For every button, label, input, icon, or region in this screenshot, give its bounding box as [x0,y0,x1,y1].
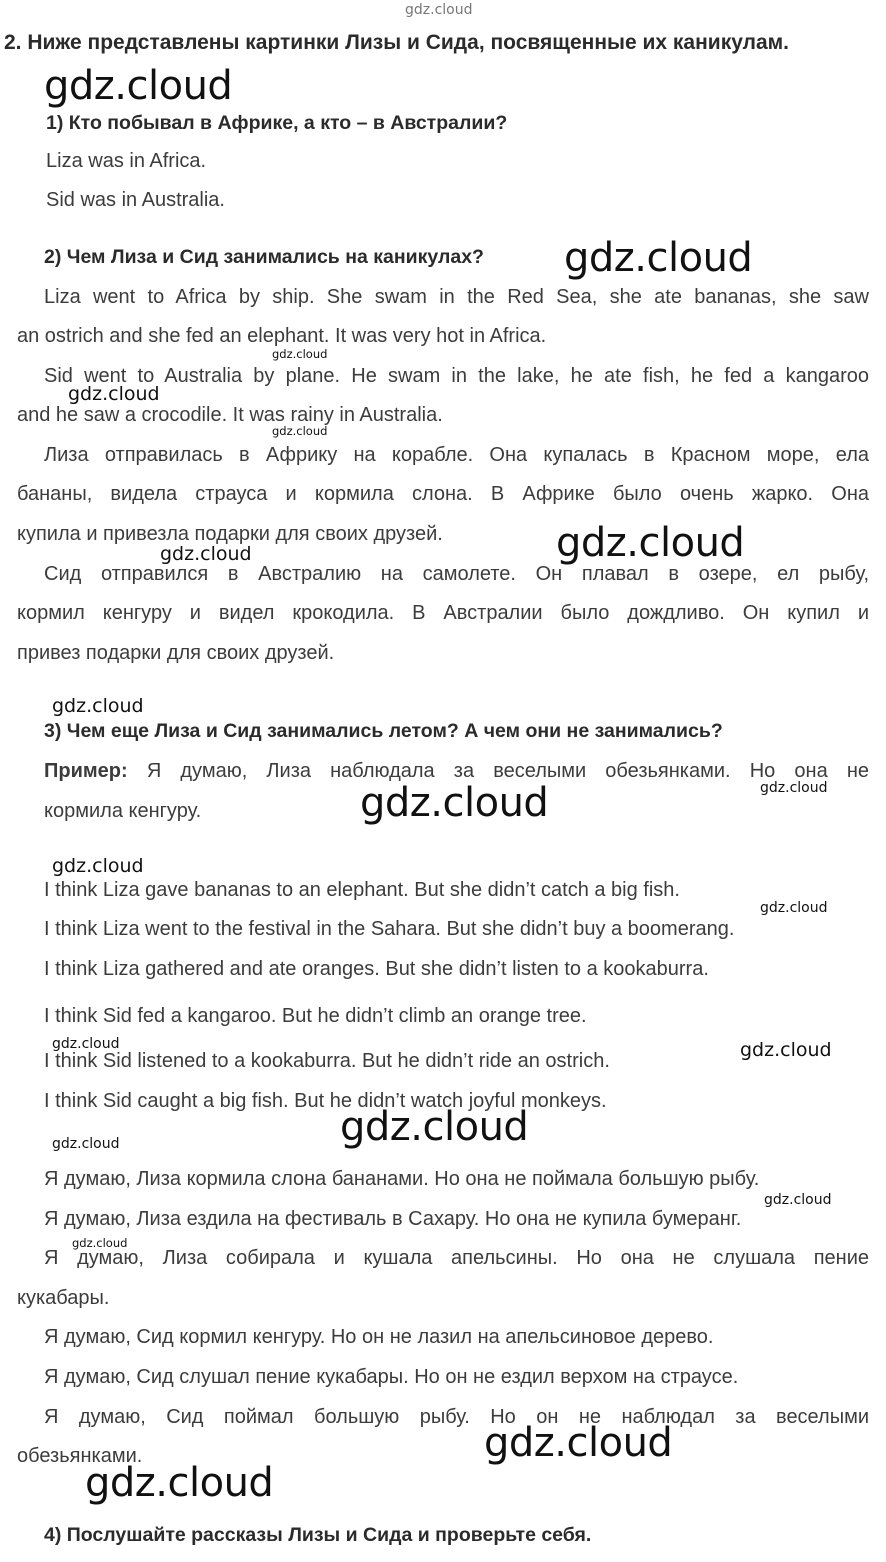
watermark: gdz.cloud [44,63,233,109]
paragraph-line: привез подарки для своих друзей. [17,642,335,664]
paragraph-line: бананы, видела страуса и кормила слона. В Африке было очень жарко. Она [17,483,869,505]
answer-1-line-2: Sid was in Australia. [46,189,225,211]
watermark: gdz.cloud [160,543,252,565]
watermark: gdz.cloud [340,1104,529,1150]
watermark: gdz.cloud [85,1460,274,1506]
paragraph-line: and he saw a crocodile. It was rainy in Australia. [17,404,443,426]
exercise-title: 2. Ниже представлены картинки Лизы и Сида, посвященные их каникулам. [4,31,790,54]
english-sentence: I think Sid listened to a kookaburra. But he didn’t ride an ostrich. [44,1050,610,1072]
watermark: gdz.cloud [360,780,549,826]
english-sentence: I think Liza gathered and ate oranges. But she didn’t listen to a kookaburra. [44,958,709,980]
example-line-2: кормила кенгуру. [44,800,202,822]
watermark: gdz.cloud [72,1236,128,1250]
russian-sentence: кукабары. [17,1287,110,1309]
question-3-heading: 3) Чем еще Лиза и Сид занимались летом? А чем они не занимались? [44,720,723,742]
paragraph-line: an ostrich and she fed an elephant. It was very hot in Africa. [17,325,547,347]
watermark: gdz.cloud [764,1192,832,1208]
watermark-top: gdz.cloud [405,2,473,18]
russian-sentence: обезьянками. [17,1445,143,1467]
paragraph-line: Сид отправился в Австралию на самолете. Он плавал в озере, ел рыбу, [44,563,869,585]
russian-sentence: Я думаю, Лиза кормила слона бананами. Но она не поймала большую рыбу. [44,1168,760,1190]
paragraph-line: кормил кенгуру и видел крокодила. В Австралии было дождливо. Он купил и [17,602,869,624]
russian-sentence: Я думаю, Лиза собирала и кушала апельсины. Но она не слушала пение [44,1247,869,1269]
russian-sentence: Я думаю, Лиза ездила на фестиваль в Сахару. Но она не купила бумеранг. [44,1208,742,1230]
watermark: gdz.cloud [564,235,753,281]
example-label: Пример: [44,760,128,782]
watermark: gdz.cloud [52,855,144,877]
watermark: gdz.cloud [740,1039,832,1061]
paragraph-line: Liza went to Africa by ship. She swam in the Red Sea, she ate bananas, she saw [44,286,869,308]
watermark: gdz.cloud [52,1036,120,1052]
english-sentence: I think Liza gave bananas to an elephant. But she didn’t catch a big fish. [44,879,680,901]
russian-sentence: Я думаю, Сид кормил кенгуру. Но он не лазил на апельсиновое дерево. [44,1326,714,1348]
watermark: gdz.cloud [272,347,328,361]
question-1-heading: 1) Кто побывал в Африке, а кто – в Австралии? [46,112,508,134]
example-text: Я думаю, Лиза наблюдала за веселыми обезьянками. Но она не [127,760,869,782]
english-sentence: I think Liza went to the festival in the Sahara. But she didn’t buy a boomerang. [44,918,735,940]
paragraph-line: купила и привезла подарки для своих друзей. [17,523,443,545]
russian-sentence: Я думаю, Сид поймал большую рыбу. Но он не наблюдал за веселыми [44,1406,869,1428]
watermark: gdz.cloud [272,424,328,438]
english-sentence: I think Sid caught a big fish. But he didn’t watch joyful monkeys. [44,1090,607,1112]
answer-1-line-1: Liza was in Africa. [46,150,207,172]
watermark: gdz.cloud [760,900,828,916]
english-sentence: I think Sid fed a kangaroo. But he didn’t climb an orange tree. [44,1005,587,1027]
question-2-heading: 2) Чем Лиза и Сид занимались на каникулах? [44,246,484,268]
russian-sentence: Я думаю, Сид слушал пение кукабары. Но он не ездил верхом на страусе. [44,1366,739,1388]
watermark: gdz.cloud [52,1136,120,1152]
watermark: gdz.cloud [484,1420,673,1466]
paragraph-line: Лиза отправилась в Африку на корабле. Она купалась в Красном море, ела [44,444,869,466]
paragraph-line: Sid went to Australia by plane. He swam in the lake, he ate fish, he fed a kangaroo [44,365,869,387]
watermark: gdz.cloud [760,780,828,796]
watermark: gdz.cloud [68,383,160,405]
question-4-heading: 4) Послушайте рассказы Лизы и Сида и проверьте себя. [44,1524,592,1546]
watermark: gdz.cloud [52,695,144,717]
watermark: gdz.cloud [556,520,745,566]
